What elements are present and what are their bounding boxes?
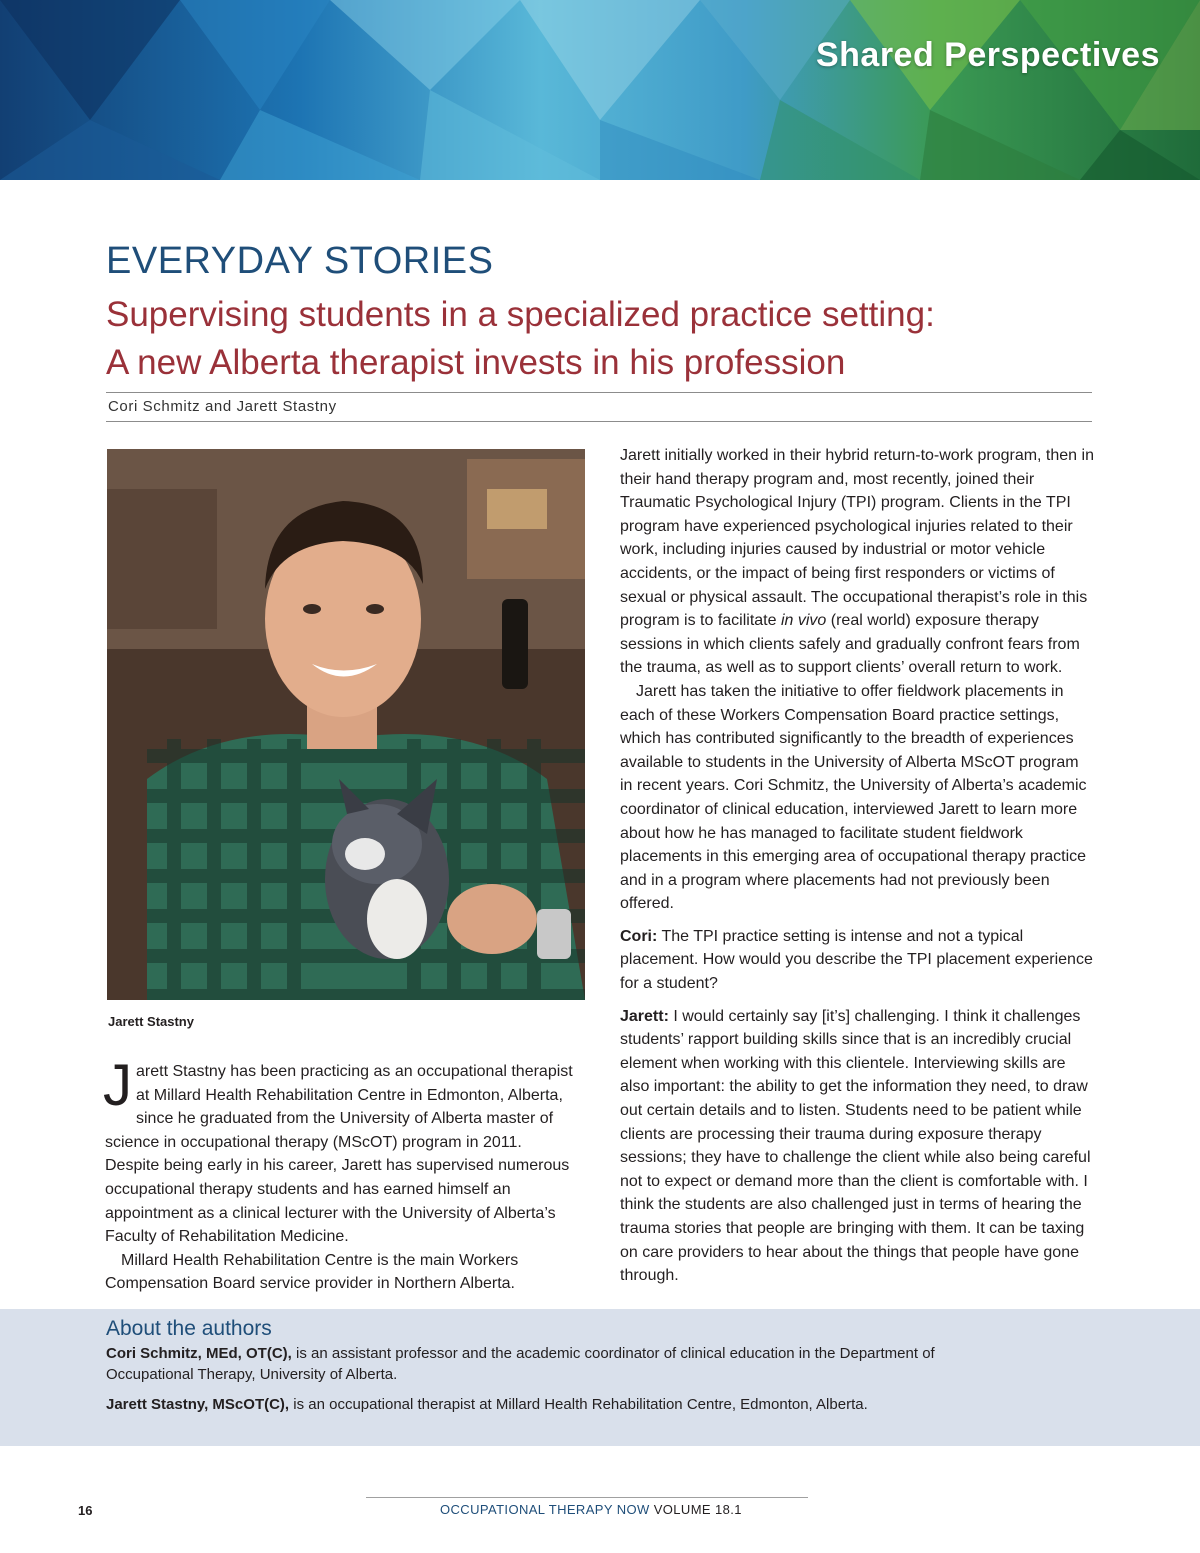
banner-geometric-pattern	[0, 0, 1200, 180]
author-name: Cori Schmitz, MEd, OT(C),	[106, 1345, 292, 1362]
article-kicker: EVERYDAY STORIES	[106, 240, 494, 282]
section-label: Shared Perspectives	[815, 36, 1160, 74]
footer-publication	[440, 1502, 742, 1517]
headline-line-2: A new Alberta therapist invests in his profession	[106, 343, 846, 382]
right-column	[620, 444, 1094, 1288]
author-description: is an assistant professor and the academic coordinator of clinical education in the Department of Occupational Therapy, University of Alberta.	[106, 1345, 935, 1383]
italic-term: in vivo	[780, 612, 827, 630]
headline-line-1: Supervising students in a specialized practice setting:	[106, 295, 935, 334]
portrait-illustration	[107, 449, 585, 1000]
body-paragraph	[620, 444, 1094, 680]
title-rule-top	[106, 392, 1092, 393]
body-text: Jarett initially worked in their hybrid return-to-work program, then in their hand therapy program and, most recently, joined their Traumatic Psychological Injury (TPI) program. Clients in the TPI program have experienced psychological injuries related to their work, including injuries caused by industrial or motor vehicle accidents, or the impact of being first responders or victims of sexual or physical assault. The occupational therapist’s role in this program is to facilitate	[620, 447, 1094, 630]
speaker-label: Cori:	[620, 927, 658, 945]
drop-cap: J	[103, 1053, 132, 1118]
intro-paragraph	[103, 1053, 575, 1249]
page-number: 16	[78, 1503, 93, 1518]
author-bio-1	[106, 1343, 1006, 1385]
interview-question	[620, 925, 1094, 996]
author-description: is an occupational therapist at Millard Health Rehabilitation Centre, Edmonton, Alberta.	[289, 1396, 868, 1413]
photo-caption: Jarett Stastny	[108, 1014, 194, 1029]
speaker-label: Jarett:	[620, 1007, 669, 1025]
author-bio-2	[106, 1394, 1006, 1415]
header-banner	[0, 0, 1200, 180]
byline: Cori Schmitz and Jarett Stastny	[108, 398, 337, 415]
question-text: The TPI practice setting is intense and not a typical placement. How would you describe the TPI placement experience for a student?	[620, 927, 1093, 993]
body-paragraph: Jarett has taken the initiative to offer fieldwork placements in each of these Workers Compensation Board practice settings, which has contributed significantly to the breadth of experiences available to students in the University of Alberta MScOT program in recent years. Cori Schmitz, the University of Alberta’s academic coordinator of clinical education, interviewed Jarett to learn more about how he has managed to facilitate student fieldwork placements in this emerging area of occupational therapy practice and in a program where placements had not previously been offered.	[620, 682, 1087, 913]
volume-label: VOLUME 18.1	[653, 1502, 742, 1517]
publication-name: OCCUPATIONAL THERAPY NOW	[440, 1502, 650, 1517]
article-headline	[106, 291, 1096, 387]
answer-text: I would certainly say [it’s] challenging. I think it challenges students’ rapport building skills since that is an incredibly crucial element when working with this clientele. Interviewing skills are also important: the ability to get the information they need, to draw out certain details and to listen. Students need to be patient while clients are processing their trauma during exposure therapy sessions; they have to challenge the client while also being careful not to expect or demand more than the client is comfortable with. I think the students are also challenged just in terms of hearing the trauma stories that people are bringing with them. It can be taxing on care providers to hear about the things that people have gone through.	[620, 1007, 1091, 1285]
portrait-photo	[107, 449, 585, 1000]
intro-text: arett Stastny has been practicing as an occupational therapist at Millard Health Rehabilitation Centre in Edmonton, Alberta, since he graduated from the University of Alberta master of science in occupational therapy (MScOT) program in 2011. Despite being early in his career, Jarett has supervised numerous occupational therapy students and has earned himself an appointment as a clinical lecturer with the University of Alberta’s Faculty of Rehabilitation Medicine.	[105, 1063, 573, 1246]
left-column	[103, 1053, 575, 1296]
footer-rule	[366, 1497, 808, 1498]
author-name: Jarett Stastny, MScOT(C),	[106, 1396, 290, 1413]
title-rule-bottom	[106, 421, 1092, 422]
body-text: (real world) exposure therapy sessions in which clients safely and gradually confront fears from the trauma, as well as to support clients’ overall return to work.	[620, 612, 1080, 677]
interview-answer	[620, 1005, 1094, 1288]
authors-title: About the authors	[106, 1317, 272, 1340]
body-paragraph: Millard Health Rehabilitation Centre is the main Workers Compensation Board service provider in Northern Alberta.	[105, 1251, 519, 1293]
